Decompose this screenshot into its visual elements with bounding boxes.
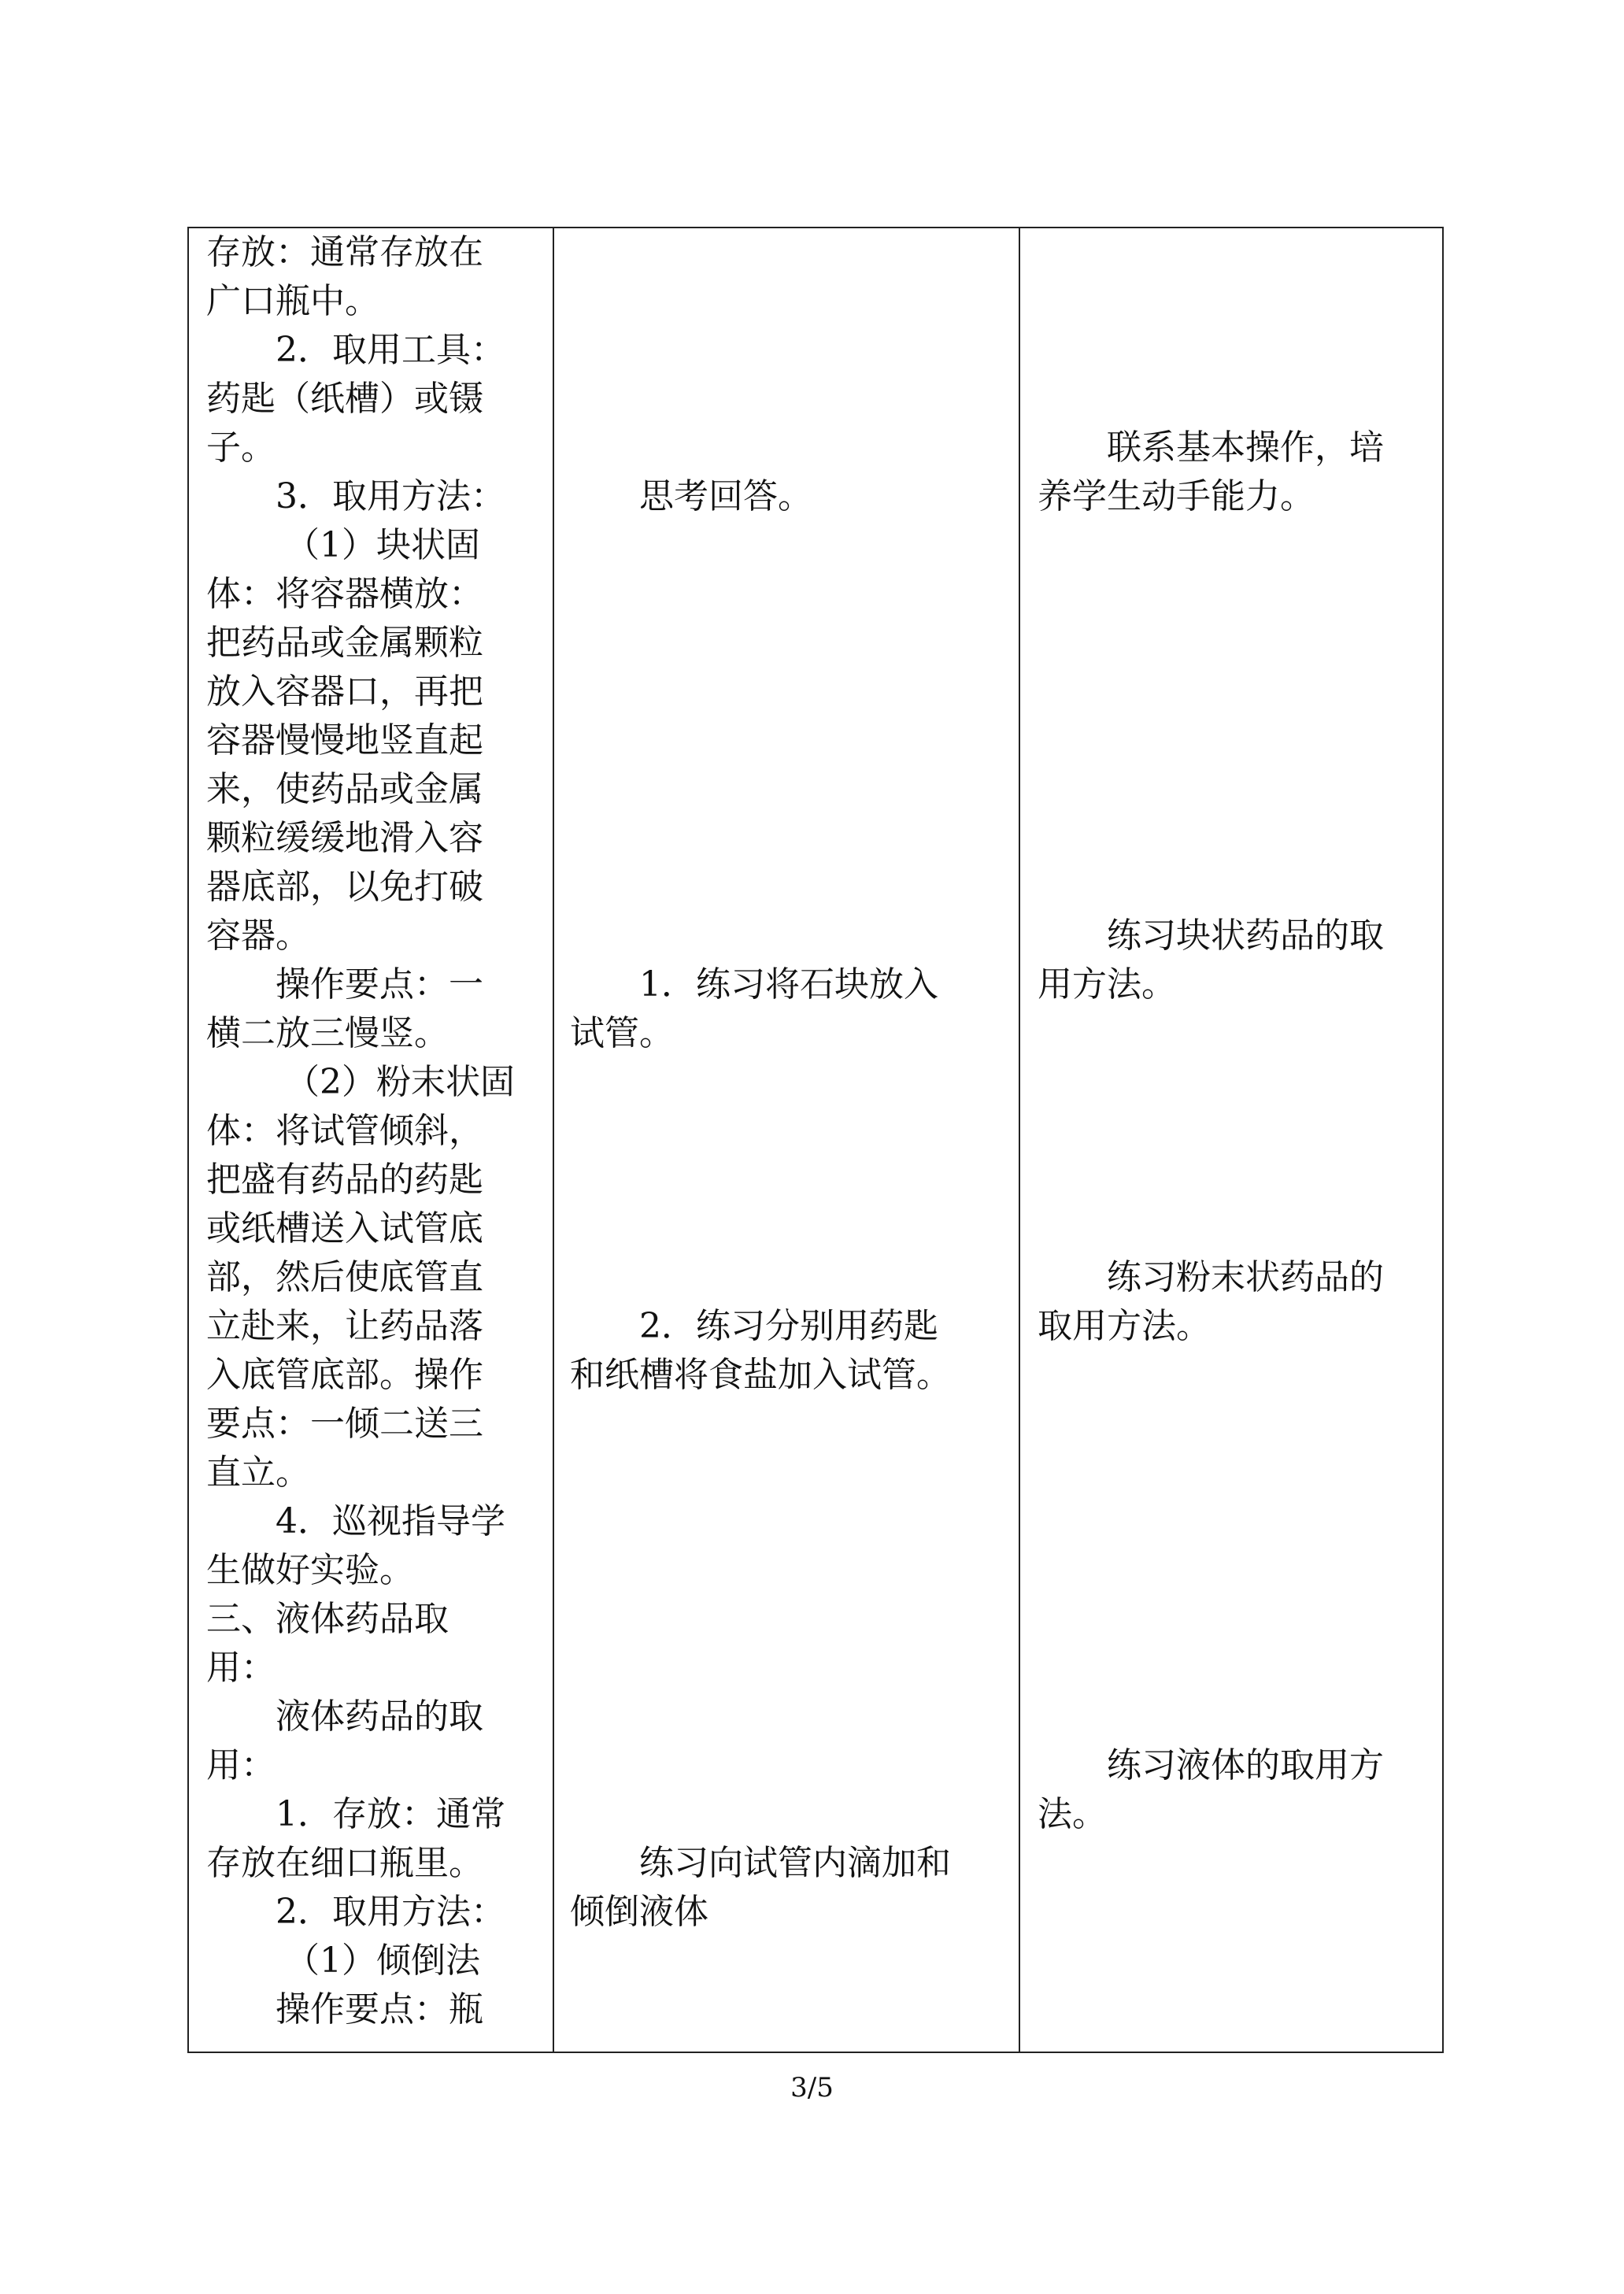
text-line: 用： bbox=[206, 1648, 276, 1688]
text-line: 广口瓶中。 bbox=[206, 281, 379, 321]
design-intent-column bbox=[1020, 228, 1444, 2052]
text-line: 联系基本操作，培 bbox=[1107, 427, 1384, 468]
text-line: 思考回答。 bbox=[639, 476, 812, 516]
text-line: 练习液体的取用方 bbox=[1107, 1745, 1384, 1785]
text-line: 部，然后使底管直 bbox=[206, 1257, 483, 1297]
text-line: 把药品或金属颗粒 bbox=[206, 623, 483, 663]
text-line: 液体药品的取 bbox=[276, 1696, 483, 1737]
teacher-activity-column bbox=[189, 228, 553, 2052]
text-line: 把盛有药品的药匙 bbox=[206, 1160, 483, 1200]
text-line: 颗粒缓缓地滑入容 bbox=[206, 818, 483, 858]
text-line: 2．练习分别用药匙 bbox=[639, 1306, 938, 1346]
page-number: 3/5 bbox=[790, 2072, 834, 2103]
text-line: 试管。 bbox=[570, 1013, 674, 1053]
text-line: （2）粉末状固 bbox=[285, 1062, 515, 1102]
text-line: 倾倒液体 bbox=[570, 1892, 708, 1932]
text-line: 操作要点：瓶 bbox=[276, 1989, 483, 2029]
text-line: 1．练习将石块放入 bbox=[639, 964, 938, 1005]
text-line: 子。 bbox=[206, 427, 276, 468]
text-line: 1．存放：通常 bbox=[276, 1794, 505, 1834]
text-line: 药匙（纸槽）或镊 bbox=[206, 379, 483, 419]
text-line: 4．巡视指导学 bbox=[276, 1501, 505, 1541]
text-line: 立赴来，让药品落 bbox=[206, 1306, 483, 1346]
text-line: 用： bbox=[206, 1745, 276, 1785]
lesson-table bbox=[187, 227, 1444, 2053]
text-line: 体：将试管倾斜， bbox=[206, 1111, 483, 1151]
text-line: 练习块状药品的取 bbox=[1107, 916, 1384, 956]
text-line: 容器慢慢地竖直起 bbox=[206, 720, 483, 760]
text-line: 操作要点：一 bbox=[276, 964, 483, 1005]
text-line: 横二放三慢竖。 bbox=[206, 1013, 449, 1053]
text-line: 容器。 bbox=[206, 916, 310, 956]
text-line: 2．取用工具： bbox=[276, 330, 505, 370]
text-line: 取用方法。 bbox=[1038, 1306, 1211, 1346]
text-line: 或纸槽送入试管底 bbox=[206, 1208, 483, 1249]
text-line: （1）倾倒法 bbox=[285, 1941, 480, 1981]
text-line: 入底管底部。操作 bbox=[206, 1355, 483, 1395]
text-line: 2．取用方法： bbox=[276, 1892, 505, 1932]
text-line: 练习向试管内滴加和 bbox=[639, 1843, 951, 1883]
text-line: 存放在细口瓶里。 bbox=[206, 1843, 483, 1883]
student-activity-column bbox=[554, 228, 1019, 2052]
text-line: 要点：一倾二送三 bbox=[206, 1404, 483, 1444]
text-line: 3．取用方法： bbox=[276, 476, 505, 516]
text-line: 体：将容器横放： bbox=[206, 574, 483, 614]
text-line: （1）块状固 bbox=[285, 525, 480, 565]
text-line: 三、液体药品取 bbox=[206, 1599, 449, 1639]
text-line: 直立。 bbox=[206, 1452, 310, 1493]
text-line: 存放：通常存放在 bbox=[206, 232, 483, 272]
text-line: 养学生动手能力。 bbox=[1038, 476, 1315, 516]
text-line: 用方法。 bbox=[1038, 964, 1176, 1005]
text-line: 来，使药品或金属 bbox=[206, 769, 483, 809]
text-line: 和纸槽将食盐加入试管。 bbox=[570, 1355, 951, 1395]
text-line: 法。 bbox=[1038, 1794, 1107, 1834]
text-line: 放入容器口，再把 bbox=[206, 672, 483, 712]
text-line: 练习粉末状药品的 bbox=[1107, 1257, 1384, 1297]
text-line: 生做好实验。 bbox=[206, 1550, 414, 1590]
text-line: 器底部，以免打破 bbox=[206, 867, 483, 907]
